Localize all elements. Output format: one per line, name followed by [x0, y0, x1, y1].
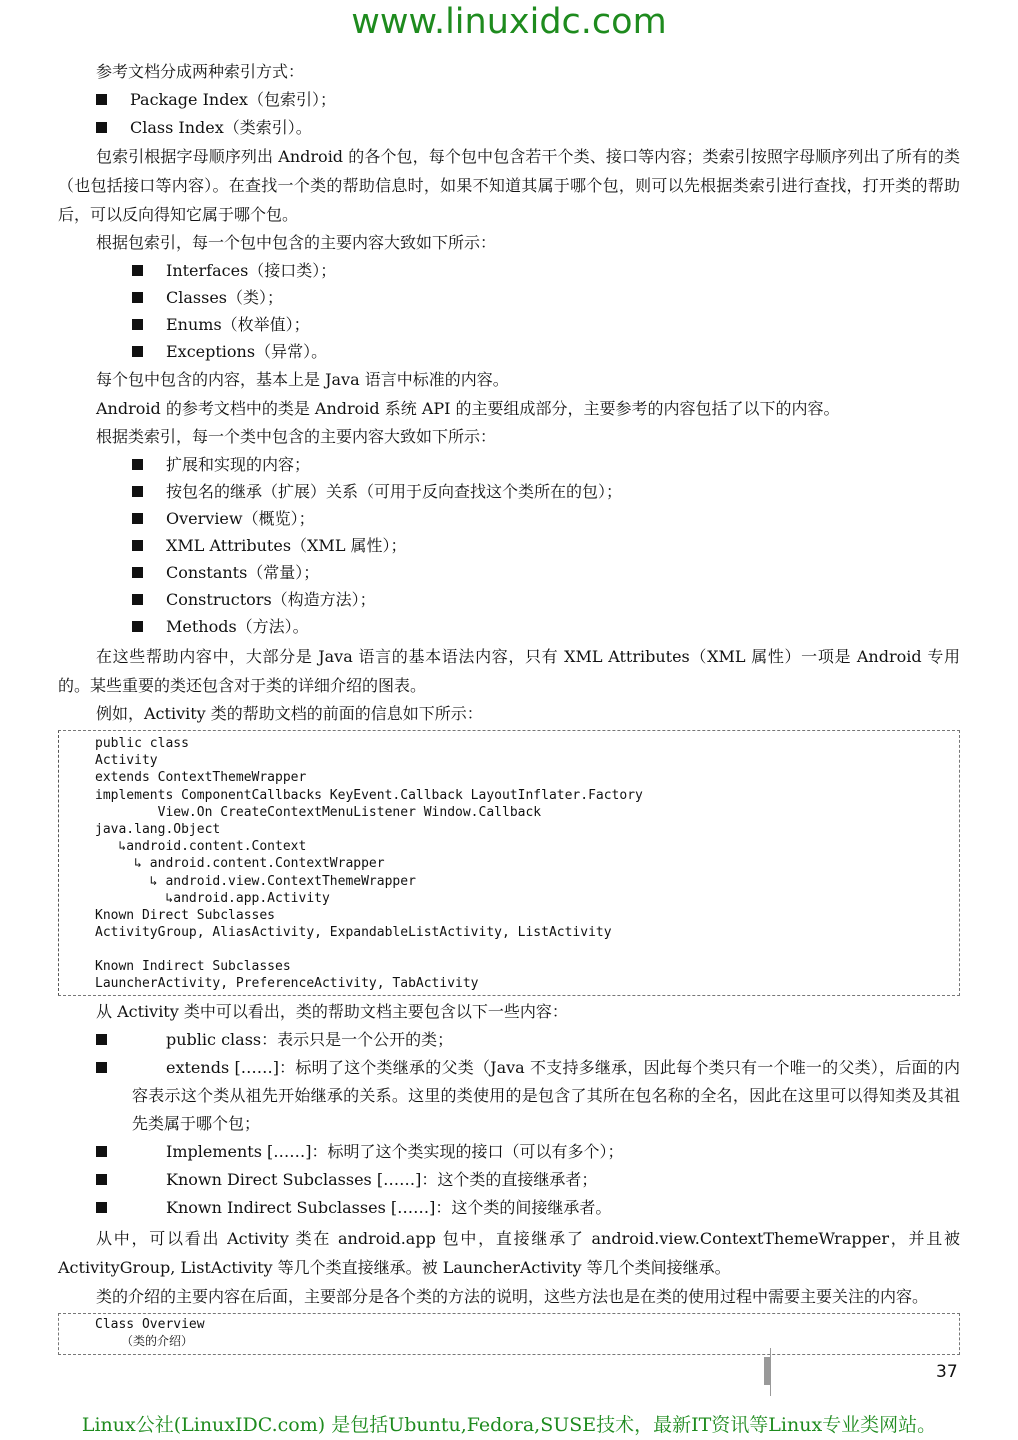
list-item: Overview（概览）； — [58, 505, 960, 532]
from-activity-paragraph: 从 Activity 类中可以看出，类的帮助文档主要包含以下一些内容： — [96, 1001, 568, 1021]
document-body — [58, 58, 960, 1355]
page-number: 37 — [936, 1362, 958, 1382]
square-bullet-icon — [132, 486, 143, 497]
code-line: LauncherActivity, PreferenceActivity, TabActivity — [95, 976, 479, 992]
square-bullet-icon — [132, 346, 143, 357]
help-content-paragraph: 在这些帮助内容中，大部分是 Java 语言的基本语法内容，只有 XML Attributes（XML 属性）一项是 Android 专用的。某些重要的类还包含对于类的详细介绍的图表。 — [58, 647, 960, 695]
square-bullet-icon — [132, 567, 143, 578]
square-bullet-icon — [132, 292, 143, 303]
class-overview-title: Class Overview — [95, 1316, 205, 1332]
list-item: Known Indirect Subclasses [……]：这个类的间接继承者。 — [58, 1194, 960, 1222]
class-overview-box — [58, 1313, 960, 1355]
square-bullet-icon — [96, 122, 107, 133]
page-marker-bar — [764, 1357, 771, 1385]
list-item: public class：表示只是一个公开的类； — [58, 1026, 960, 1054]
code-line: ↳ android.content.ContextWrapper — [95, 856, 385, 872]
list-item: extends [……]：标明了这个类继承的父类（Java 不支持多继承，因此每个类只有一个唯一的父类），后面的内容表示这个类从祖先开始继承的关系。这里的类使用的是包含了其所在包名称的全名，因此在这里可以得知类及其祖先类属于哪个包； — [58, 1054, 960, 1138]
code-line: public class — [95, 736, 189, 751]
list-item: 按包名的继承（扩展）关系（可用于反向查找这个类所在的包）； — [58, 478, 960, 505]
java-paragraph: 每个包中包含的内容，基本上是 Java 语言中标准的内容。 — [96, 370, 509, 389]
package-index-paragraph: 包索引根据字母顺序列出 Android 的各个包，每个包中包含若干个类、接口等内容；类索引按照字母顺序列出了所有的类（也包括接口等内容）。在查找一个类的帮助信息时，如果不知道其属于哪个包，则可以先根据类索引进行查找，打开类的帮助后，可以反向得知它属于哪个包。 — [58, 147, 960, 224]
class-intro-paragraph: 类的介绍的主要内容在后面，主要部分是各个类的方法的说明，这些方法也是在类的使用过程中需要主要关注的内容。 — [96, 1286, 929, 1306]
square-bullet-icon — [96, 1146, 107, 1157]
list-item: Enums（枚举值）； — [58, 311, 960, 338]
list-item: 扩展和实现的内容； — [58, 451, 960, 478]
square-bullet-icon — [132, 459, 143, 470]
square-bullet-icon — [132, 540, 143, 551]
square-bullet-icon — [132, 594, 143, 605]
code-line: Known Indirect Subclasses — [95, 959, 291, 975]
code-line: java.lang.Object — [95, 821, 221, 837]
square-bullet-icon — [96, 94, 107, 105]
activity-code-block — [58, 730, 960, 996]
code-line: ↳android.app.Activity — [95, 890, 330, 906]
code-line: implements ComponentCallbacks KeyEvent.Callback LayoutInflater.Factory — [95, 787, 643, 803]
square-bullet-icon — [132, 621, 143, 632]
list-item: Known Direct Subclasses [……]：这个类的直接继承者； — [58, 1166, 960, 1194]
square-bullet-icon — [132, 319, 143, 330]
square-bullet-icon — [132, 513, 143, 524]
list-item: Class Index（类索引）。 — [58, 114, 960, 142]
intro-paragraph: 参考文档分成两种索引方式： — [96, 62, 305, 81]
list-item: Package Index（包索引）； — [58, 86, 960, 114]
list-item: Methods（方法）。 — [58, 613, 960, 640]
square-bullet-icon — [132, 265, 143, 276]
example-paragraph: 例如，Activity 类的帮助文档的前面的信息如下所示： — [96, 704, 483, 723]
package-contents-paragraph: 根据包索引，每一个包中包含的主要内容大致如下所示： — [96, 233, 497, 252]
code-line: ↳android.content.Context — [95, 839, 307, 855]
code-blank-line — [95, 941, 959, 958]
list-item: Constants（常量）； — [58, 559, 960, 586]
code-line: ↳ android.view.ContextThemeWrapper — [95, 873, 416, 889]
square-bullet-icon — [96, 1062, 107, 1073]
code-line: extends ContextThemeWrapper — [95, 770, 307, 786]
code-line: View.On CreateContextMenuListener Window.Callback — [95, 804, 542, 820]
list-item: Constructors（构造方法）； — [58, 586, 960, 613]
square-bullet-icon — [96, 1174, 107, 1185]
site-footer-text[interactable]: Linux公社(LinuxIDC.com) 是包括Ubuntu,Fedora,SUSE技术，最新IT资讯等Linux专业类网站。 — [81, 1414, 937, 1436]
list-item: XML Attributes（XML 属性）； — [58, 532, 960, 559]
android-paragraph: Android 的参考文档中的类是 Android 系统 API 的主要组成部分，主要参考的内容包括了以下的内容。 — [96, 399, 840, 418]
square-bullet-icon — [96, 1202, 107, 1213]
conclusion-paragraph: 从中，可以看出 Activity 类在 android.app 包中，直接继承了 android.view.ContextThemeWrapper，并且被 ActivityGroup, ListActivity 等几个类直接继承。被 LauncherActivity 等几个类间接继承。 — [58, 1228, 960, 1277]
site-header-url[interactable]: www.linuxidc.com — [351, 2, 667, 42]
code-line: Activity — [95, 753, 158, 769]
class-contents-paragraph: 根据类索引，每一个类中包含的主要内容大致如下所示： — [96, 427, 497, 446]
square-bullet-icon — [96, 1034, 107, 1045]
list-item: Interfaces（接口类）； — [58, 257, 960, 284]
list-item: Implements [……]：标明了这个类实现的接口（可以有多个）； — [58, 1138, 960, 1166]
list-item: Classes（类）； — [58, 284, 960, 311]
list-item: Exceptions（异常）。 — [58, 338, 960, 365]
code-line: ActivityGroup, AliasActivity, ExpandableListActivity, ListActivity — [95, 925, 612, 941]
class-overview-subtitle: （类的介绍） — [121, 1333, 194, 1348]
code-line: Known Direct Subclasses — [95, 907, 276, 923]
